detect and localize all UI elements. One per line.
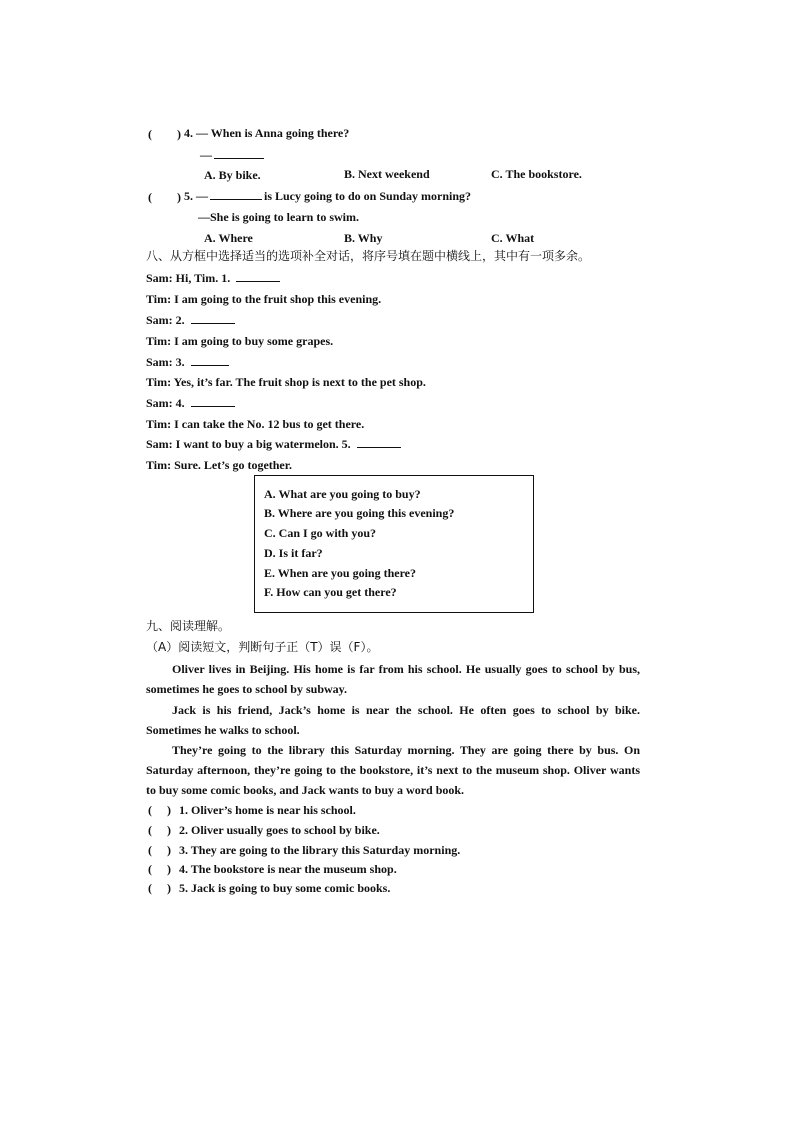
question-4-option-c: C. The bookstore. (491, 167, 582, 181)
question-5-option-c: C. What (491, 231, 535, 245)
passage-paragraph (146, 700, 640, 740)
dialogue-text: Sam: Hi, Tim. 1. (146, 271, 231, 285)
judgment-text: 2. Oliver usually goes to school by bike. (179, 823, 380, 837)
box-option: E. When are you going there? (264, 566, 417, 580)
question-5-option-b: B. Why (344, 231, 383, 245)
answer-blank[interactable] (191, 355, 229, 366)
answer-paren[interactable]: ( ) (148, 803, 171, 817)
answer-blank[interactable] (191, 313, 235, 324)
answer-paren-close: ) (177, 190, 181, 204)
dialogue-line: Tim: I am going to the fruit shop this evening. (146, 292, 382, 306)
dialogue-text: Sam: 4. (146, 396, 185, 410)
judgment-item (148, 823, 380, 837)
answer-blank[interactable] (214, 148, 264, 159)
judgment-item (148, 862, 397, 876)
dialogue-line: Tim: I can take the No. 12 bus to get there. (146, 417, 365, 431)
box-option: F. How can you get there? (264, 585, 397, 599)
answer-paren[interactable]: ( ) (148, 843, 171, 857)
answer-paren-open: ( (148, 127, 152, 141)
judgment-text: 1. Oliver’s home is near his school. (179, 803, 356, 817)
box-option: D. Is it far? (264, 546, 323, 560)
dialogue-line (146, 271, 282, 285)
question-4-answer-line (200, 148, 266, 162)
dialogue-line: Tim: Yes, it’s far. The fruit shop is next to the pet shop. (146, 375, 426, 389)
dialogue-line (146, 437, 403, 451)
dialogue-line (146, 396, 237, 410)
answer-paren-close: ) (177, 127, 181, 141)
dialogue-text: Sam: I want to buy a big watermelon. 5. (146, 437, 351, 451)
section-9-heading: 九、阅读理解。 (146, 619, 231, 633)
dialogue-line: Tim: I am going to buy some grapes. (146, 334, 334, 348)
answer-blank[interactable] (191, 396, 235, 407)
answer-blank[interactable] (357, 437, 401, 448)
dialogue-text: Sam: 3. (146, 355, 185, 369)
answer-blank[interactable] (236, 271, 280, 282)
question-5-stem-pre: 5. — (184, 189, 208, 203)
judgment-text: 3. They are going to the library this Saturday morning. (179, 843, 461, 857)
question-5-stem-post: is Lucy going to do on Sunday morning? (264, 189, 472, 203)
judgment-item (148, 803, 356, 817)
answer-blank[interactable] (210, 189, 262, 200)
dialogue-line: Tim: Sure. Let’s go together. (146, 458, 292, 472)
paragraph-text: Oliver lives in Beijing. His home is far from his school. He usually goes to school by bus, sometimes he goes to school by subway. (146, 662, 640, 696)
box-option: B. Where are you going this evening? (264, 506, 455, 520)
dialogue-text: Sam: 2. (146, 313, 185, 327)
options-box (254, 475, 534, 613)
dialogue-line (146, 355, 231, 369)
paragraph-text: They’re going to the library this Saturday morning. They are going there by bus. On Saturday afternoon, they’re going to the bookstore, it’s next to the museum shop. Oliver wants to buy some comic books, and Jack wants to buy a word book. (146, 743, 640, 797)
question-4-option-b: B. Next weekend (344, 167, 430, 181)
section-8-heading: 八、从方框中选择适当的选项补全对话，将序号填在题中横线上，其中有一项多余。 (146, 249, 591, 263)
question-5-reply: —She is going to learn to swim. (198, 210, 360, 224)
answer-paren[interactable]: ( ) (148, 862, 171, 876)
judgment-item (148, 843, 460, 857)
passage-paragraph (146, 740, 640, 800)
box-option: A. What are you going to buy? (264, 487, 421, 501)
answer-paren[interactable]: ( ) (148, 881, 171, 895)
answer-dash: — (200, 148, 212, 162)
box-option: C. Can I go with you? (264, 526, 377, 540)
passage-paragraph (146, 659, 640, 699)
judgment-item (148, 881, 390, 895)
judgment-text: 5. Jack is going to buy some comic books. (179, 881, 391, 895)
answer-paren-open: ( (148, 190, 152, 204)
section-9-subheading: （A）阅读短文，判断句子正（T）误（F）。 (146, 640, 379, 654)
question-5-option-a: A. Where (204, 231, 253, 245)
question-5-stem (184, 189, 471, 203)
dialogue-line (146, 313, 237, 327)
paragraph-text: Jack is his friend, Jack’s home is near the school. He often goes to school by bike. Sometimes he walks to school. (146, 703, 640, 737)
judgment-text: 4. The bookstore is near the museum shop. (179, 862, 397, 876)
answer-paren[interactable]: ( ) (148, 823, 171, 837)
question-4-stem: 4. — When is Anna going there? (184, 126, 350, 140)
question-4-option-a: A. By bike. (204, 168, 261, 182)
